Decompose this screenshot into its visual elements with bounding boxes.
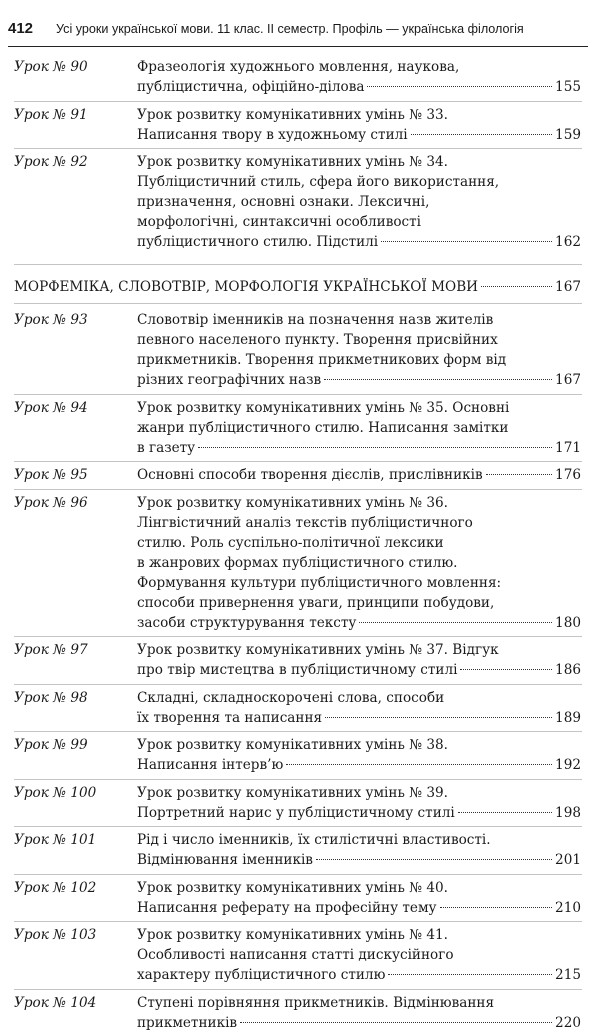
page-ref: 180 (555, 614, 581, 631)
page-ref: 186 (555, 662, 581, 678)
title-line (137, 925, 581, 945)
row-divider (14, 921, 582, 922)
toc-entry[interactable] (0, 310, 600, 390)
row-divider (14, 684, 582, 685)
dot-leader (198, 447, 552, 448)
title-text: в жанрових формах публіцистичного стилю. (137, 554, 458, 571)
title-line (137, 613, 581, 633)
title-text: призначення, основні ознаки. Лексичні, (137, 194, 430, 210)
title-text: прикметників (137, 1014, 238, 1031)
running-title: Усі уроки української мови. 11 клас. ІІ семестр. Профіль — українська філологія (56, 22, 524, 36)
lesson-number: Урок № 97 (14, 642, 88, 658)
lesson-title (137, 830, 581, 870)
title-text: Ступені порівняння прикметників. Відмінювання (137, 994, 495, 1011)
title-line (137, 152, 581, 172)
dot-leader (367, 86, 552, 87)
title-text: Основні способи творення дієслів, прислівників (137, 467, 483, 483)
lesson-title (137, 152, 581, 252)
title-line (137, 945, 581, 965)
lesson-number: Урок № 100 (14, 784, 97, 801)
title-text: Урок розвитку комунікативних умінь № 40. (137, 879, 448, 896)
title-line (137, 898, 581, 918)
lesson-number: Урок № 103 (14, 927, 97, 943)
row-divider (14, 826, 582, 827)
title-text: способи привернення уваги, принципи побудови, (137, 594, 495, 611)
title-line (137, 493, 581, 513)
title-line (137, 533, 581, 553)
title-line (137, 850, 581, 870)
lesson-title (137, 398, 581, 458)
title-line (137, 418, 581, 438)
title-line (137, 57, 581, 77)
title-text: Фразеологія художнього мовлення, наукова, (137, 59, 460, 75)
toc-entry[interactable] (0, 398, 600, 458)
page-ref: 162 (555, 234, 581, 250)
title-text: Урок розвитку комунікативних умінь № 35. Основні (137, 399, 510, 416)
lesson-title (137, 735, 581, 775)
lesson-number: Урок № 94 (14, 399, 88, 416)
title-line (137, 77, 581, 97)
lesson-number: Урок № 99 (14, 737, 88, 753)
title-line (137, 438, 581, 458)
dot-leader (286, 764, 552, 765)
title-line (137, 640, 581, 660)
title-text: Урок розвитку комунікативних умінь № 38. (137, 737, 448, 753)
lesson-title (137, 783, 581, 823)
title-text: Урок розвитку комунікативних умінь № 33. (137, 106, 448, 123)
title-line (137, 593, 581, 613)
title-line (137, 350, 581, 370)
lesson-title (137, 105, 581, 145)
lesson-number: Урок № 92 (14, 154, 88, 170)
lesson-number: Урок № 91 (14, 106, 88, 123)
row-divider (14, 779, 582, 780)
title-text: Словотвір іменників на позначення назв жителів (137, 312, 494, 328)
section-title: МОРФЕМІКА, СЛОВОТВІР, МОРФОЛОГІЯ УКРАЇНСЬКОЇ МОВИ (14, 279, 479, 295)
page-ref: 176 (555, 467, 581, 483)
title-line (137, 830, 581, 850)
dot-leader (381, 241, 552, 242)
title-text: Урок розвитку комунікативних умінь № 39. (137, 784, 448, 801)
title-line (137, 125, 581, 145)
page-ref: 189 (555, 709, 581, 726)
lesson-title (137, 57, 581, 97)
page-ref: 201 (555, 852, 581, 868)
toc-entry[interactable] (0, 640, 600, 680)
page-header (8, 20, 588, 47)
title-line (137, 708, 581, 728)
title-text: жанри публіцистичного стилю. Написання замітки (137, 419, 509, 436)
title-line (137, 513, 581, 533)
title-line (137, 172, 581, 192)
page-ref: 171 (555, 439, 581, 456)
title-text: про твір мистецтва в публіцистичному стилі (137, 662, 458, 678)
title-text: Складні, складноскорочені слова, способи (137, 689, 445, 706)
title-line (137, 803, 581, 823)
row-divider (14, 101, 582, 102)
dot-leader (458, 812, 552, 813)
title-text: Формування культури публіцистичного мовлення: (137, 574, 502, 591)
lesson-title (137, 878, 581, 918)
lesson-title (137, 493, 581, 633)
lesson-title (137, 640, 581, 680)
row-divider (14, 636, 582, 637)
page-ref: 159 (555, 126, 581, 143)
page-number: 412 (8, 20, 34, 37)
title-text: Публіцистичний стиль, сфера його використання, (137, 174, 500, 190)
toc-entry[interactable] (0, 735, 600, 775)
title-line (137, 1013, 581, 1033)
title-text: Відмінювання іменників (137, 852, 313, 868)
toc-entry[interactable] (0, 465, 600, 485)
dot-leader (486, 474, 552, 475)
title-line (137, 783, 581, 803)
title-text: стилю. Роль суспільно-політичної лексики (137, 534, 444, 551)
title-line (137, 105, 581, 125)
title-line (137, 232, 581, 252)
lesson-number: Урок № 93 (14, 312, 88, 328)
title-text: Написання інтерв’ю (137, 757, 284, 773)
toc-entry[interactable] (0, 688, 600, 728)
dot-leader (411, 134, 552, 135)
row-divider (14, 461, 582, 462)
title-line (137, 660, 581, 680)
toc-entry[interactable] (0, 830, 600, 870)
title-line (137, 310, 581, 330)
title-text: прикметників. Творення прикметникових форм від (137, 352, 507, 368)
row-divider (14, 394, 582, 395)
row-divider (14, 731, 582, 732)
title-text: Урок розвитку комунікативних умінь № 36. (137, 494, 448, 511)
toc-entry[interactable] (0, 925, 600, 985)
row-divider (14, 489, 582, 490)
title-text: різних географічних назв (137, 372, 322, 388)
title-line (137, 993, 581, 1013)
toc-entry[interactable] (0, 105, 600, 145)
title-text: Лінгвістичний аналіз текстів публіцистичного (137, 514, 473, 531)
lesson-number: Урок № 95 (14, 467, 88, 483)
dot-leader (481, 286, 552, 287)
title-line (137, 192, 581, 212)
title-text: Урок розвитку комунікативних умінь № 41. (137, 927, 448, 943)
toc-entry[interactable] (0, 993, 600, 1033)
title-text: морфологічні, синтаксичні особливості (137, 214, 422, 230)
lesson-number: Урок № 98 (14, 689, 88, 706)
title-text: Портретний нарис у публіцистичному стилі (137, 804, 455, 821)
title-text: Рід і число іменників, їх стилістичні властивості. (137, 832, 491, 848)
dot-leader (324, 379, 552, 380)
page-ref: 198 (555, 804, 581, 821)
page-ref: 210 (555, 899, 581, 916)
page-ref: 215 (555, 967, 581, 983)
lesson-number: Урок № 101 (14, 832, 97, 848)
lesson-number: Урок № 104 (14, 994, 97, 1011)
lesson-number: Урок № 90 (14, 59, 88, 75)
dot-leader (359, 622, 552, 623)
page-ref: 220 (555, 1014, 581, 1031)
title-text: Урок розвитку комунікативних умінь № 37. Відгук (137, 642, 499, 658)
title-line (137, 398, 581, 418)
row-divider (14, 874, 582, 875)
dot-leader (240, 1022, 552, 1023)
toc-entry[interactable] (0, 152, 600, 252)
page-ref: 155 (555, 79, 581, 95)
row-divider (14, 148, 582, 149)
row-divider (14, 303, 582, 304)
page-ref: 167 (555, 279, 581, 295)
title-line (137, 465, 581, 485)
title-line (137, 688, 581, 708)
title-text: їх творення та написання (137, 709, 323, 726)
dot-leader (388, 974, 552, 975)
lesson-title (137, 310, 581, 390)
title-line (137, 965, 581, 985)
title-line (137, 755, 581, 775)
row-divider (14, 989, 582, 990)
title-line (137, 573, 581, 593)
title-line (137, 330, 581, 350)
title-text: характеру публіцистичного стилю (137, 967, 386, 983)
toc-entry[interactable] (0, 783, 600, 823)
title-text: Написання реферату на професійну тему (137, 899, 437, 916)
section-heading[interactable] (14, 277, 581, 297)
toc-entry[interactable] (0, 878, 600, 918)
page-ref: 192 (555, 757, 581, 773)
row-divider (14, 264, 582, 265)
title-text: публіцистична, офіційно-ділова (137, 79, 365, 95)
title-text: засоби структурування тексту (137, 614, 357, 631)
title-line (137, 212, 581, 232)
title-text: публіцистичного стилю. Підстилі (137, 234, 379, 250)
page-ref: 167 (555, 372, 581, 388)
title-line (137, 878, 581, 898)
lesson-number: Урок № 96 (14, 494, 88, 511)
dot-leader (325, 717, 552, 718)
title-text: Написання твору в художньому стилі (137, 126, 408, 143)
dot-leader (316, 859, 552, 860)
lesson-title (137, 465, 581, 485)
dot-leader (460, 669, 552, 670)
title-line (137, 553, 581, 573)
title-text: певного населеного пункту. Творення присвійних (137, 332, 498, 348)
toc-entry[interactable] (0, 57, 600, 97)
title-line (137, 735, 581, 755)
title-text: Особливості написання статті дискусійного (137, 947, 454, 963)
lesson-number: Урок № 102 (14, 879, 97, 896)
lesson-title (137, 925, 581, 985)
toc-entry[interactable] (0, 493, 600, 633)
title-text: в газету (137, 439, 196, 456)
dot-leader (440, 907, 552, 908)
lesson-title (137, 688, 581, 728)
title-text: Урок розвитку комунікативних умінь № 34. (137, 154, 448, 170)
title-line (137, 370, 581, 390)
lesson-title (137, 993, 581, 1033)
